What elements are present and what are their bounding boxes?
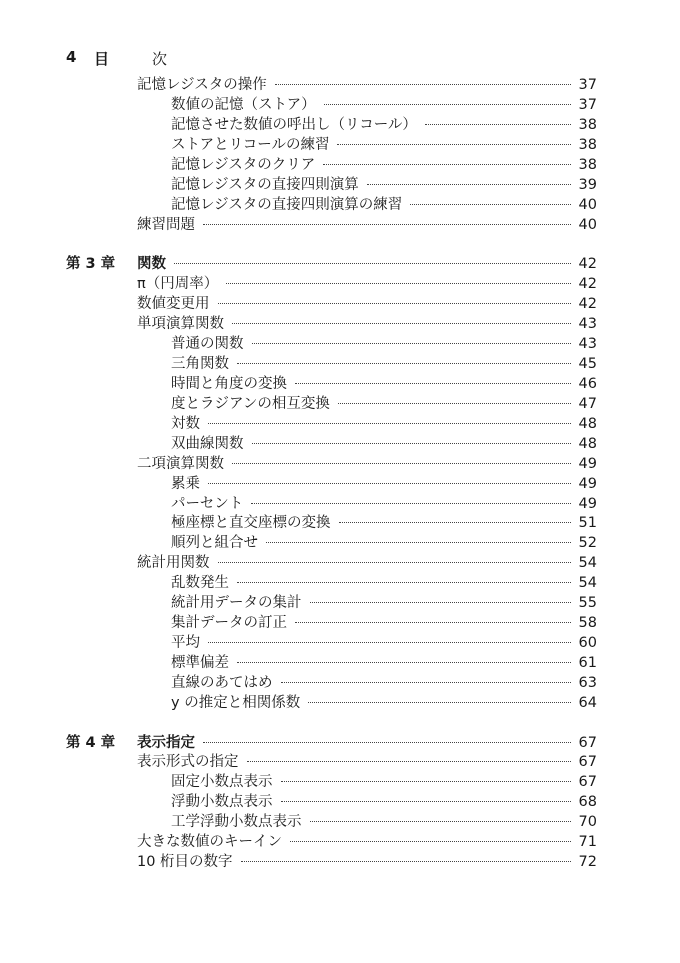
toc-entry-label: 数値の記憶（ストア）	[171, 97, 316, 113]
dot-leader	[208, 483, 571, 484]
dot-leader	[310, 602, 571, 603]
dot-leader	[241, 861, 571, 862]
toc-entry-label: ストアとリコールの練習	[171, 136, 330, 153]
toc-entry	[171, 613, 597, 633]
toc-entry-label: パーセント	[171, 495, 244, 512]
dot-leader	[252, 343, 571, 344]
toc-entry-page: 51	[578, 515, 597, 532]
toc-entry-page: 63	[578, 675, 597, 692]
toc-entry-label: 統計用データの集計	[171, 595, 302, 612]
toc-entry-label: 集計データの訂正	[171, 615, 287, 632]
dot-leader	[275, 84, 571, 85]
page-header	[66, 48, 168, 120]
toc-entry-page: 67	[578, 754, 597, 771]
toc-entry-label: 記憶レジスタの直接四則演算	[171, 176, 359, 193]
toc-entry-label: 極座標と直交座標の変換	[171, 515, 331, 532]
toc-chapter-entry	[66, 733, 597, 753]
toc-entry	[171, 633, 597, 653]
dot-leader	[203, 742, 571, 743]
toc-entry	[171, 135, 597, 155]
toc-entry-label: 浮動小数点表示	[171, 794, 273, 811]
dot-leader	[174, 263, 571, 264]
toc-entry-label: 関数	[137, 256, 166, 273]
toc-entry	[137, 75, 597, 95]
toc-entry-page: 54	[578, 575, 597, 592]
toc-entry	[171, 95, 597, 115]
dot-leader	[281, 781, 571, 782]
toc-entry	[137, 852, 597, 872]
toc-entry-label: 三角関数	[171, 355, 229, 372]
dot-leader	[337, 144, 570, 145]
toc-entry-label: 統計用関数	[137, 555, 210, 572]
toc-entry-page: 49	[578, 455, 597, 472]
toc-entry-page: 43	[578, 315, 597, 332]
toc-entry	[137, 294, 597, 314]
toc-entry-page: 52	[578, 535, 597, 552]
toc-entry-label: 累乗	[171, 475, 200, 492]
dot-leader	[226, 283, 570, 284]
toc-entry-label: 時間と角度の変換	[171, 375, 287, 392]
page-number: 4	[66, 48, 77, 66]
chapter-number: 第 3 章	[66, 256, 116, 273]
toc-chapter-entry	[66, 254, 597, 274]
toc-entry-page: 46	[578, 375, 597, 392]
toc-entry-page: 38	[578, 156, 597, 173]
toc-entry-label: 記憶レジスタのクリア	[171, 156, 316, 173]
dot-leader	[247, 761, 571, 762]
dot-leader	[324, 104, 571, 105]
toc-entry-label: 記憶させた数値の呼出し（リコール）	[171, 116, 417, 133]
toc-entry-label: 平均	[171, 635, 200, 652]
toc-entry-page: 61	[578, 655, 597, 672]
toc-entry-label: 普通の関数	[171, 335, 244, 352]
toc-entry	[171, 354, 597, 374]
toc-entry-page: 47	[578, 395, 597, 412]
dot-leader	[232, 463, 571, 464]
toc-entry	[171, 334, 597, 354]
dot-leader	[310, 821, 571, 822]
toc-entry	[171, 414, 597, 434]
toc-entry-page: 54	[578, 555, 597, 572]
toc-entry	[171, 573, 597, 593]
toc-entry	[171, 394, 597, 414]
toc-entry-page: 55	[578, 595, 597, 612]
dot-leader	[425, 124, 571, 125]
toc-entry-label: 数値変更用	[137, 296, 210, 312]
toc-entry-label: 練習問題	[137, 216, 195, 233]
toc-entry	[171, 772, 597, 792]
toc-entry-label: 直線のあてはめ	[171, 675, 273, 692]
toc-entry-label: 固定小数点表示	[171, 774, 273, 791]
toc-entry	[171, 673, 597, 693]
dot-leader	[203, 224, 571, 225]
dot-leader	[323, 164, 570, 165]
toc-entry-page: 38	[578, 116, 597, 133]
toc-entry-label: 順列と組合せ	[171, 535, 258, 552]
toc-entry-page: 48	[578, 435, 597, 452]
toc-entry	[171, 653, 597, 673]
toc-entry-page: 48	[578, 415, 597, 432]
dot-leader	[367, 184, 571, 185]
header-title-1: 目	[94, 50, 110, 68]
toc-entry	[137, 553, 597, 573]
toc-entry-label: 10 桁目の数字	[137, 854, 233, 871]
toc-entry-page: 68	[578, 794, 597, 811]
toc-entry	[171, 593, 597, 613]
header-title-2: 次	[152, 50, 168, 68]
toc-entry-label: 二項演算関数	[137, 455, 224, 472]
toc-entry	[171, 792, 597, 812]
dot-leader	[266, 542, 571, 543]
toc-entry-page: 60	[578, 635, 597, 652]
dot-leader	[208, 642, 571, 643]
dot-leader	[339, 522, 571, 523]
toc-entry-page: 72	[578, 854, 597, 871]
toc-entry-page: 42	[578, 276, 597, 292]
toc-entry-page: 40	[578, 196, 597, 213]
toc-entry-page: 58	[578, 615, 597, 632]
toc-entry	[137, 215, 597, 235]
toc-entry-label: 単項演算関数	[137, 315, 224, 332]
dot-leader	[281, 682, 571, 683]
toc-entry-label: π（円周率）	[137, 276, 219, 292]
chapter-number: 第 4 章	[66, 734, 116, 751]
dot-leader	[338, 403, 571, 404]
dot-leader	[410, 204, 570, 205]
toc-entry-label: 表示指定	[137, 734, 195, 751]
dot-leader	[251, 503, 570, 504]
dot-leader	[237, 662, 571, 663]
toc-entry	[137, 274, 597, 294]
toc-entry	[171, 693, 597, 713]
toc-entry-page: 67	[578, 774, 597, 791]
toc-entry-page: 42	[578, 256, 597, 273]
dot-leader	[218, 303, 571, 304]
toc-entry	[137, 752, 597, 772]
dot-leader	[237, 363, 571, 364]
toc-entry-label: 表示形式の指定	[137, 754, 239, 771]
toc-entry	[171, 513, 597, 533]
toc-entry-label: 双曲線関数	[171, 435, 244, 452]
toc-entry-page: 49	[578, 495, 597, 512]
dot-leader	[218, 562, 571, 563]
toc-entry-label: y の推定と相関係数	[171, 695, 301, 711]
toc-entry	[171, 533, 597, 553]
toc-entry-label: 工学浮動小数点表示	[171, 814, 302, 831]
toc-entry-page: 64	[578, 695, 597, 711]
toc-entry-label: 大きな数値のキーイン	[137, 834, 282, 851]
dot-leader	[290, 841, 571, 842]
toc-entry	[171, 434, 597, 454]
toc-entry	[171, 494, 597, 514]
toc-entry-page: 49	[578, 475, 597, 492]
toc-entry	[171, 195, 597, 215]
toc-entry-label: 対数	[171, 415, 200, 432]
toc-entry-page: 67	[578, 734, 597, 751]
dot-leader	[295, 383, 571, 384]
toc-entry-label: 乱数発生	[171, 575, 229, 592]
toc-entry	[171, 115, 597, 135]
toc-entry-page: 40	[578, 216, 597, 233]
toc-entry	[171, 155, 597, 175]
toc-entry-page: 43	[578, 335, 597, 352]
dot-leader	[232, 323, 571, 324]
dot-leader	[295, 622, 571, 623]
dot-leader	[252, 443, 571, 444]
toc-entry-page: 37	[578, 77, 597, 93]
toc-entry-page: 39	[578, 176, 597, 193]
toc-entry-page: 42	[578, 296, 597, 312]
toc-entry-page: 71	[578, 834, 597, 851]
toc-entry	[171, 175, 597, 195]
toc-entry	[137, 454, 597, 474]
toc-entry	[171, 374, 597, 394]
toc-entry-label: 度とラジアンの相互変換	[171, 395, 330, 412]
toc-entry-page: 38	[578, 136, 597, 153]
toc-entry-page: 37	[578, 97, 597, 113]
dot-leader	[281, 801, 571, 802]
toc-entry-label: 標準偏差	[171, 655, 229, 672]
toc-entry	[137, 832, 597, 852]
dot-leader	[237, 582, 571, 583]
dot-leader	[208, 423, 571, 424]
toc-entry-label: 記憶レジスタの操作	[137, 77, 267, 93]
toc-entry-page: 70	[578, 814, 597, 831]
toc-entry-page: 45	[578, 355, 597, 372]
toc-entry	[137, 314, 597, 334]
toc-entry	[171, 474, 597, 494]
toc-entry	[171, 812, 597, 832]
dot-leader	[308, 702, 570, 703]
toc-entry-label: 記憶レジスタの直接四則演算の練習	[171, 196, 403, 213]
